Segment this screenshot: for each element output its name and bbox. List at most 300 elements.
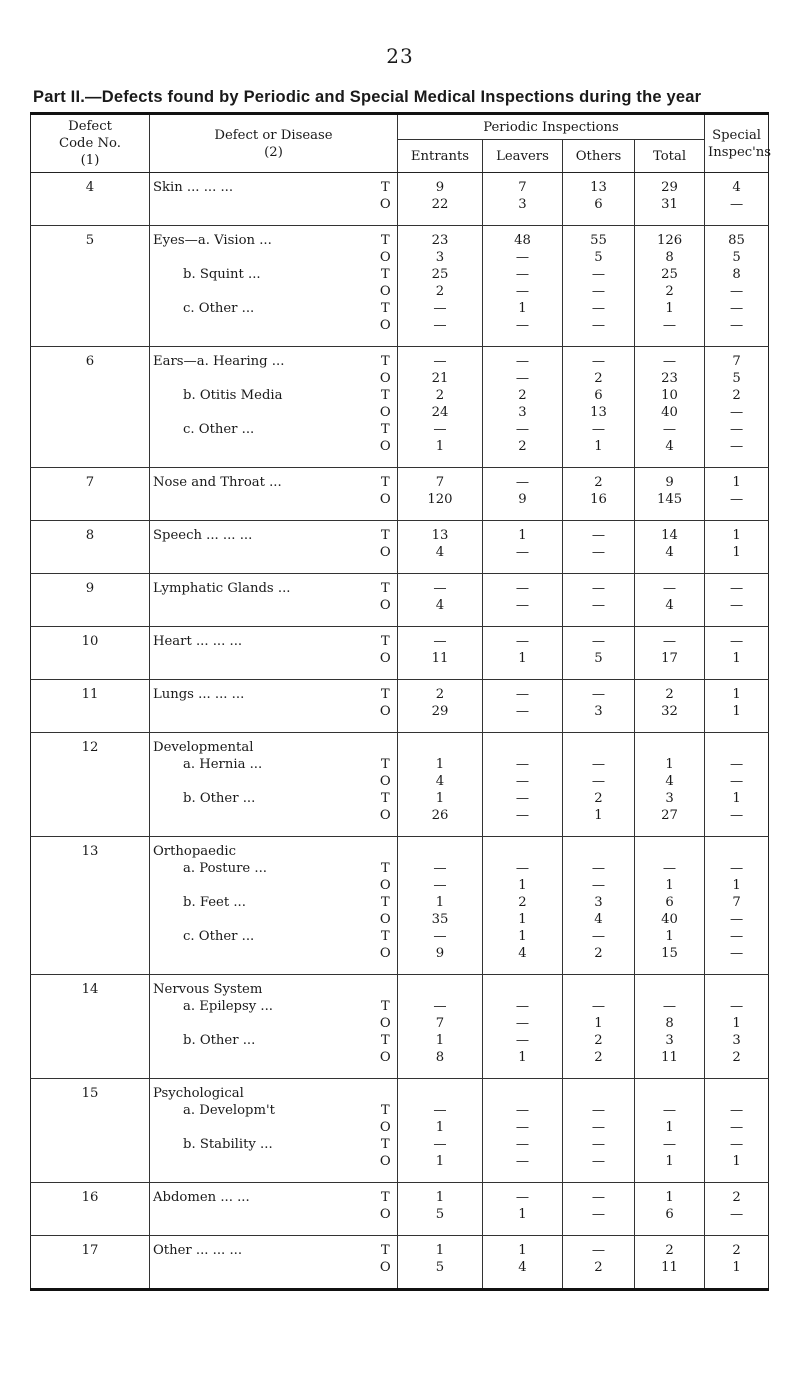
defect-label	[153, 597, 371, 614]
defect-label: c. Other ...	[183, 301, 255, 316]
entrants-value: 23	[431, 233, 449, 248]
spacer-cell	[374, 561, 398, 574]
leavers-value: 1	[518, 1243, 527, 1258]
spacer-cell	[31, 334, 150, 347]
special-value: —	[729, 318, 744, 333]
special-value: 2	[732, 1243, 741, 1258]
spacer-cell	[150, 455, 374, 468]
total-value: 27	[661, 808, 678, 823]
spacer-cell	[483, 1276, 563, 1290]
table-row	[31, 975, 769, 1067]
leavers-value: 1	[518, 929, 527, 944]
defect-name-cell	[150, 173, 374, 214]
leavers-value: —	[515, 475, 530, 490]
leavers-value: —	[515, 1120, 530, 1135]
total-cell	[635, 627, 705, 668]
total-value: 2	[665, 687, 674, 702]
spacer-cell	[705, 455, 769, 468]
spacer-cell	[31, 1276, 150, 1290]
spacer-cell	[398, 614, 483, 627]
special-value: —	[729, 422, 744, 437]
spacer-cell	[31, 1170, 150, 1183]
to-marker: O	[379, 545, 391, 560]
spacer-cell	[705, 1276, 769, 1290]
total-value: —	[662, 354, 677, 369]
others-value: 6	[594, 197, 603, 212]
table-row	[31, 1183, 769, 1224]
defects-table	[30, 112, 772, 1291]
row-spacer	[31, 1276, 769, 1290]
others-value: 2	[594, 1033, 603, 1048]
others-value: 16	[590, 492, 607, 507]
others-value: 13	[590, 180, 607, 195]
others-value: 2	[594, 371, 603, 386]
leavers-value: —	[515, 371, 530, 386]
spacer-cell	[374, 508, 398, 521]
spacer-cell	[705, 508, 769, 521]
to-marker: O	[379, 1050, 391, 1065]
defect-code-cell: 5	[31, 226, 150, 335]
total-value: —	[662, 422, 677, 437]
total-value: 1	[665, 878, 674, 893]
others-cell	[563, 574, 635, 615]
leavers-value: —	[515, 999, 530, 1014]
spacer-cell	[635, 667, 705, 680]
spacer-cell	[398, 1170, 483, 1183]
others-value: —	[591, 1154, 606, 1169]
leavers-value: 7	[518, 180, 527, 195]
leavers-value: 1	[518, 651, 527, 666]
spacer-cell	[483, 667, 563, 680]
to-marker: T	[380, 1103, 390, 1118]
spacer-cell	[705, 213, 769, 226]
spacer-cell	[150, 334, 374, 347]
spacer-cell	[31, 213, 150, 226]
special-value: —	[729, 1137, 744, 1152]
to-marker: O	[379, 1120, 391, 1135]
defect-code-cell: 9	[31, 574, 150, 615]
total-value: 2	[665, 284, 674, 299]
entrants-cell	[398, 975, 483, 1067]
others-value: —	[591, 687, 606, 702]
spacer-cell	[483, 508, 563, 521]
to-marker: O	[379, 197, 391, 212]
total-value: 6	[665, 1207, 674, 1222]
to-marker: T	[380, 581, 390, 596]
defect-name-cell	[150, 574, 374, 615]
leavers-value: —	[515, 422, 530, 437]
total-value: 2	[665, 1243, 674, 1258]
total-cell	[635, 173, 705, 214]
total-cell	[635, 468, 705, 509]
others-cell	[563, 468, 635, 509]
spacer-cell	[31, 1223, 150, 1236]
entrants-cell	[398, 574, 483, 615]
entrants-cell	[398, 1183, 483, 1224]
others-value: —	[591, 354, 606, 369]
defect-label	[153, 773, 371, 790]
spacer-cell	[31, 561, 150, 574]
table-row	[31, 680, 769, 721]
leavers-cell	[483, 975, 563, 1067]
to-marker-cell	[374, 468, 398, 509]
spacer-cell	[398, 561, 483, 574]
spacer-cell	[150, 1170, 374, 1183]
spacer-cell	[31, 455, 150, 468]
to-marker: O	[379, 774, 391, 789]
spacer-cell	[705, 1066, 769, 1079]
spacer-cell	[150, 720, 374, 733]
spacer-cell	[31, 824, 150, 837]
spacer-cell	[150, 962, 374, 975]
to-marker-cell	[374, 627, 398, 668]
others-value: 4	[594, 912, 603, 927]
defect-label: c. Other ...	[183, 929, 255, 944]
others-value: —	[591, 774, 606, 789]
spacer-cell	[31, 508, 150, 521]
special-value: 8	[732, 267, 741, 282]
table-row	[31, 837, 769, 963]
spacer-cell	[635, 962, 705, 975]
entrants-value: 1	[435, 439, 445, 454]
defect-code-cell: 11	[31, 680, 150, 721]
leavers-value: —	[515, 545, 530, 560]
total-cell	[635, 226, 705, 335]
total-cell	[635, 1079, 705, 1171]
to-marker: T	[380, 180, 390, 195]
spacer-cell	[483, 720, 563, 733]
to-marker: T	[380, 687, 390, 702]
leavers-value: 2	[518, 388, 527, 403]
defect-name-cell	[150, 837, 374, 963]
to-marker: T	[380, 929, 390, 944]
total-cell	[635, 1236, 705, 1277]
total-value: 1	[665, 1120, 674, 1135]
spacer-cell	[483, 334, 563, 347]
entrants-value: —	[433, 422, 447, 437]
total-cell	[635, 1183, 705, 1224]
leavers-value: 1	[518, 1050, 527, 1065]
others-cell	[563, 733, 635, 825]
defect-label: b. Otitis Media	[183, 388, 283, 403]
leavers-value: —	[515, 634, 530, 649]
total-value: 40	[661, 912, 678, 927]
entrants-value: 5	[435, 1207, 445, 1222]
special-cell	[705, 347, 769, 456]
others-value: 3	[594, 895, 603, 910]
defect-label	[153, 945, 371, 962]
defect-label: Lymphatic Glands ...	[153, 581, 291, 596]
spacer-cell	[374, 1170, 398, 1183]
defect-name-cell	[150, 627, 374, 668]
entrants-value: 21	[431, 371, 449, 386]
row-spacer	[31, 334, 769, 347]
spacer-cell	[563, 455, 635, 468]
defect-group-heading: Developmental	[153, 740, 254, 755]
table-row	[31, 627, 769, 668]
to-marker: O	[379, 250, 391, 265]
special-value: —	[729, 405, 744, 420]
to-marker: O	[379, 878, 391, 893]
to-marker: T	[380, 422, 390, 437]
spacer-cell	[31, 720, 150, 733]
row-spacer	[31, 1223, 769, 1236]
total-value: —	[662, 581, 677, 596]
leavers-cell	[483, 1183, 563, 1224]
leavers-value: —	[515, 757, 530, 772]
entrants-value: 1	[435, 1243, 445, 1258]
entrants-value: —	[433, 1137, 447, 1152]
table-row	[31, 347, 769, 456]
others-value: —	[591, 318, 606, 333]
leavers-value: —	[515, 284, 530, 299]
special-value: —	[729, 301, 744, 316]
special-cell	[705, 173, 769, 214]
spacer-cell	[31, 614, 150, 627]
total-value: 4	[665, 439, 674, 454]
defect-code-cell: 13	[31, 837, 150, 963]
entrants-cell	[398, 1079, 483, 1171]
spacer-cell	[150, 824, 374, 837]
others-cell	[563, 521, 635, 562]
row-spacer	[31, 508, 769, 521]
defect-label	[153, 1259, 371, 1276]
entrants-value: —	[433, 301, 447, 316]
total-cell	[635, 574, 705, 615]
spacer-cell	[563, 561, 635, 574]
entrants-cell	[398, 347, 483, 456]
to-marker: O	[379, 598, 391, 613]
spacer-cell	[705, 1223, 769, 1236]
spacer-cell	[635, 334, 705, 347]
others-cell	[563, 680, 635, 721]
special-value: 3	[732, 1033, 741, 1048]
entrants-value: 1	[435, 1154, 445, 1169]
spacer-cell	[31, 962, 150, 975]
others-value: 13	[590, 405, 607, 420]
defect-name-cell	[150, 680, 374, 721]
total-value: 23	[661, 371, 678, 386]
leavers-cell	[483, 680, 563, 721]
special-value: 4	[732, 180, 741, 195]
table-row	[31, 733, 769, 825]
total-value: 4	[665, 598, 674, 613]
entrants-value: —	[433, 318, 447, 333]
entrants-value: 1	[435, 1190, 445, 1205]
special-value: 2	[732, 1050, 741, 1065]
to-marker: T	[380, 1243, 390, 1258]
spacer-cell	[483, 1066, 563, 1079]
special-value: 5	[732, 250, 741, 265]
total-value: 32	[661, 704, 678, 719]
spacer-cell	[483, 455, 563, 468]
row-spacer	[31, 614, 769, 627]
table-row	[31, 574, 769, 615]
spacer-cell	[374, 824, 398, 837]
entrants-value: —	[433, 878, 447, 893]
leavers-cell	[483, 173, 563, 214]
others-value: 55	[590, 233, 607, 248]
spacer-cell	[483, 561, 563, 574]
leavers-value: 3	[518, 197, 527, 212]
leavers-cell	[483, 347, 563, 456]
others-value: 1	[594, 439, 603, 454]
spacer-cell	[705, 824, 769, 837]
page-number: 23	[386, 44, 414, 68]
to-marker: O	[379, 808, 391, 823]
to-marker-cell	[374, 1183, 398, 1224]
to-marker: O	[379, 1016, 391, 1031]
total-value: —	[662, 634, 677, 649]
spacer-cell	[635, 561, 705, 574]
leavers-value: —	[515, 808, 530, 823]
to-marker: O	[379, 704, 391, 719]
defect-label: b. Other ...	[183, 1033, 256, 1048]
entrants-cell	[398, 627, 483, 668]
special-value: 7	[732, 354, 741, 369]
leavers-cell	[483, 837, 563, 963]
spacer-cell	[635, 1170, 705, 1183]
special-value: 85	[728, 233, 745, 248]
spacer-cell	[705, 667, 769, 680]
spacer-cell	[150, 614, 374, 627]
defect-label: a. Epilepsy ...	[183, 999, 273, 1014]
defect-code-cell: 4	[31, 173, 150, 214]
others-value: —	[591, 999, 606, 1014]
others-cell	[563, 1236, 635, 1277]
to-marker: O	[379, 439, 391, 454]
others-value: 5	[594, 651, 603, 666]
others-value: —	[591, 581, 606, 596]
others-value: —	[591, 929, 606, 944]
spacer-cell	[483, 213, 563, 226]
leavers-value: 9	[518, 492, 527, 507]
others-value: —	[591, 284, 606, 299]
to-marker: O	[379, 371, 391, 386]
defect-group-heading: Nervous System	[153, 982, 263, 997]
entrants-value: 13	[431, 528, 449, 543]
leavers-cell	[483, 521, 563, 562]
special-value: —	[729, 861, 744, 876]
spacer-cell	[563, 1066, 635, 1079]
spacer-cell	[374, 213, 398, 226]
to-marker-cell	[374, 1079, 398, 1171]
defect-label: a. Posture ...	[183, 861, 267, 876]
spacer-cell	[374, 1066, 398, 1079]
entrants-value: 11	[431, 651, 449, 666]
defect-name-cell	[150, 1183, 374, 1224]
total-cell	[635, 975, 705, 1067]
to-marker-cell	[374, 837, 398, 963]
total-value: —	[662, 1137, 677, 1152]
spacer-cell	[705, 561, 769, 574]
leavers-cell	[483, 1079, 563, 1171]
entrants-cell	[398, 521, 483, 562]
to-marker: O	[379, 1260, 391, 1275]
total-value: —	[662, 318, 677, 333]
entrants-value: 7	[435, 475, 445, 490]
total-value: 3	[665, 1033, 674, 1048]
spacer-cell	[31, 667, 150, 680]
special-cell	[705, 837, 769, 963]
total-value: 4	[665, 545, 674, 560]
special-value: —	[729, 1120, 744, 1135]
to-marker: T	[380, 267, 390, 282]
leavers-value: —	[515, 1137, 530, 1152]
special-value: —	[729, 439, 744, 454]
others-value: —	[591, 545, 606, 560]
to-marker: O	[379, 1154, 391, 1169]
others-value: —	[591, 598, 606, 613]
entrants-value: 5	[435, 1260, 445, 1275]
to-marker: T	[380, 354, 390, 369]
row-spacer	[31, 824, 769, 837]
entrants-cell	[398, 1236, 483, 1277]
entrants-value: 4	[435, 774, 445, 789]
spacer-cell	[563, 1276, 635, 1290]
entrants-value: 2	[435, 687, 445, 702]
to-marker: T	[380, 999, 390, 1014]
entrants-value: 35	[431, 912, 449, 927]
leavers-value: —	[515, 687, 530, 702]
leavers-value: —	[515, 267, 530, 282]
defect-label: c. Other ...	[183, 422, 255, 437]
special-cell	[705, 975, 769, 1067]
spacer-cell	[374, 334, 398, 347]
special-value: —	[729, 912, 744, 927]
spacer-cell	[483, 824, 563, 837]
defect-label	[153, 877, 371, 894]
spacer-cell	[705, 962, 769, 975]
total-value: 1	[665, 1154, 674, 1169]
leavers-value: 4	[518, 946, 527, 961]
spacer-cell	[635, 1066, 705, 1079]
total-value: —	[662, 861, 677, 876]
table-row	[31, 468, 769, 509]
entrants-value: 4	[435, 545, 445, 560]
leavers-value: 1	[518, 528, 527, 543]
leavers-value: —	[515, 1190, 530, 1205]
header-total: Total	[635, 140, 705, 173]
special-value: 1	[732, 704, 741, 719]
spacer-cell	[705, 720, 769, 733]
special-value: —	[729, 634, 744, 649]
defect-name-cell	[150, 226, 374, 335]
to-marker: T	[380, 895, 390, 910]
spacer-cell	[398, 213, 483, 226]
total-value: 1	[665, 757, 674, 772]
special-value: —	[729, 929, 744, 944]
row-spacer	[31, 561, 769, 574]
to-marker: T	[380, 528, 390, 543]
spacer-cell	[563, 824, 635, 837]
total-value: 10	[661, 388, 678, 403]
total-value: 8	[665, 1016, 674, 1031]
defect-label	[153, 1049, 371, 1066]
total-cell	[635, 347, 705, 456]
spacer-cell	[563, 1170, 635, 1183]
header-others: Others	[563, 140, 635, 173]
others-value: —	[591, 422, 606, 437]
spacer-cell	[398, 1276, 483, 1290]
defects-table-container	[30, 112, 772, 1291]
defect-code-cell: 17	[31, 1236, 150, 1277]
total-value: 11	[661, 1050, 678, 1065]
header-defect-code: Defect Code No. (1)	[31, 114, 150, 173]
to-marker: O	[379, 492, 391, 507]
row-spacer	[31, 1066, 769, 1079]
defect-label	[153, 1015, 371, 1032]
